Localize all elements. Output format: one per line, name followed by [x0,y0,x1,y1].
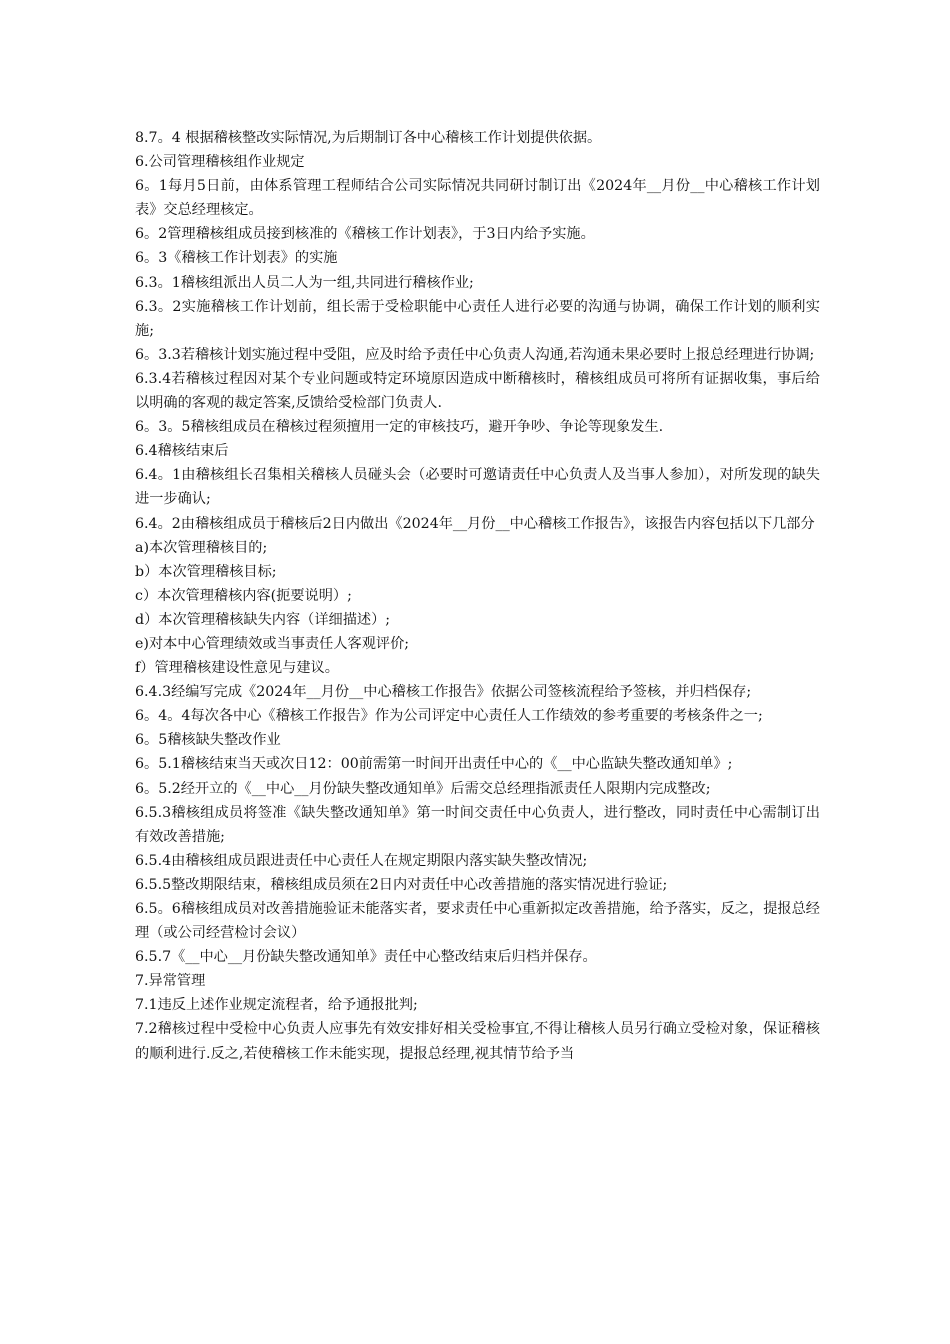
paragraph-6-5-3: 6.5.3稽核组成员将签准《缺失整改通知单》第一时间交责任中心负责人，进行整改，同时责任中心需制订出有效改善措施; [135,804,820,845]
paragraph-6-5-1: 6。5.1稽核结束当天或次日12：00前需第一时间开出责任中心的《__中心监缺失整改通知单》; [135,756,733,773]
paragraph-6-3-5: 6。3。5稽核组成员在稽核过程须擅用一定的审核技巧，避开争吵、争论等现象发生. [135,419,664,436]
paragraph-8-7-4: 8.7。4 根据稽核整改实际情况,为后期制订各中心稽核工作计划提供依据。 [135,130,602,146]
document-body [135,126,820,1066]
list-item-f: f）管理稽核建设性意见与建议。 [135,660,339,677]
list-item-e: e)对本中心管理绩效或当事责任人客观评价; [135,635,410,652]
list-item-d: d）本次管理稽核缺失内容（详细描述）; [135,611,391,628]
paragraph-6-4-3: 6.4.3经编写完成《2024年__月份__中心稽核工作报告》依据公司签核流程给予签核，并归档保存; [135,684,752,701]
paragraph-6-3-2: 6.3。2实施稽核工作计划前，组长需于受检职能中心责任人进行必要的沟通与协调，确保工作计划的顺利实施; [135,298,820,339]
paragraph-7-2: 7.2稽核过程中受检中心负责人应事先有效安排好相关受检事宜,不得让稽核人员另行确立受检对象，保证稽核的顺利进行.反之,若使稽核工作未能实现，提报总经理,视其情节给予当 [135,1021,820,1062]
paragraph-6-5-2: 6。5.2经开立的《__中心__月份缺失整改通知单》后需交总经理指派责任人限期内完成整改; [135,780,711,797]
paragraph-6-1: 6。1每月5日前，由体系管理工程师结合公司实际情况共同研讨制订出《2024年__月份__中心稽核工作计划表》交总经理核定。 [135,178,820,219]
paragraph-6-3-1: 6.3。1稽核组派出人员二人为一组,共同进行稽核作业; [135,274,474,291]
paragraph-6-3-3: 6。3.3若稽核计划实施过程中受阻，应及时给予责任中心负责人沟通,若沟通未果必要时上报总经理进行协调; [135,346,815,363]
paragraph-6-4-2: 6.4。2由稽核组成员于稽核后2日内做出《2024年__月份__中心稽核工作报告》，该报告内容包括以下几部分 [135,515,815,532]
paragraph-6-5: 6。5稽核缺失整改作业 [135,732,281,749]
list-item-b: b）本次管理稽核目标; [135,563,277,580]
list-item-c: c）本次管理稽核内容(扼要说明）; [135,587,352,604]
paragraph-6-5-7: 6.5.7《__中心__月份缺失整改通知单》责任中心整改结束后归档并保存。 [135,949,597,966]
paragraph-7-1: 7.1违反上述作业规定流程者，给予通报批判; [135,997,418,1014]
paragraph-6-4: 6.4稽核结束后 [135,443,229,460]
paragraph-6-2: 6。2管理稽核组成员接到核准的《稽核工作计划表》，于3日内给予实施。 [135,226,595,243]
paragraph-6-5-5: 6.5.5整改期限结束，稽核组成员须在2日内对责任中心改善措施的落实情况进行验证; [135,876,668,893]
section-heading-7: 7.异常管理 [135,973,206,990]
paragraph-6-4-1: 6.4。1由稽核组长召集相关稽核人员碰头会（必要时可邀请责任中心负责人及当事人参加），对所发现的缺失进一步确认; [135,467,820,508]
paragraph-6-5-6: 6.5。6稽核组成员对改善措施验证未能落实者，要求责任中心重新拟定改善措施，给予落实，反之，提报总经理（或公司经营检讨会议） [135,901,820,942]
list-item-a: a)本次管理稽核目的; [135,539,268,556]
paragraph-6-5-4: 6.5.4由稽核组成员跟进责任中心责任人在规定期限内落实缺失整改情况; [135,852,588,869]
paragraph-6-3: 6。3《稽核工作计划表》的实施 [135,250,338,267]
paragraph-6-4-4: 6。4。4每次各中心《稽核工作报告》作为公司评定中心责任人工作绩效的参考重要的考核条件之一; [135,708,763,725]
section-heading-6: 6.公司管理稽核组作业规定 [135,154,305,171]
paragraph-6-3-4: 6.3.4若稽核过程因对某个专业问题或特定环境原因造成中断稽核时，稽核组成员可将所有证据收集，事后给以明确的客观的裁定答案,反馈给受检部门负责人. [135,370,820,412]
